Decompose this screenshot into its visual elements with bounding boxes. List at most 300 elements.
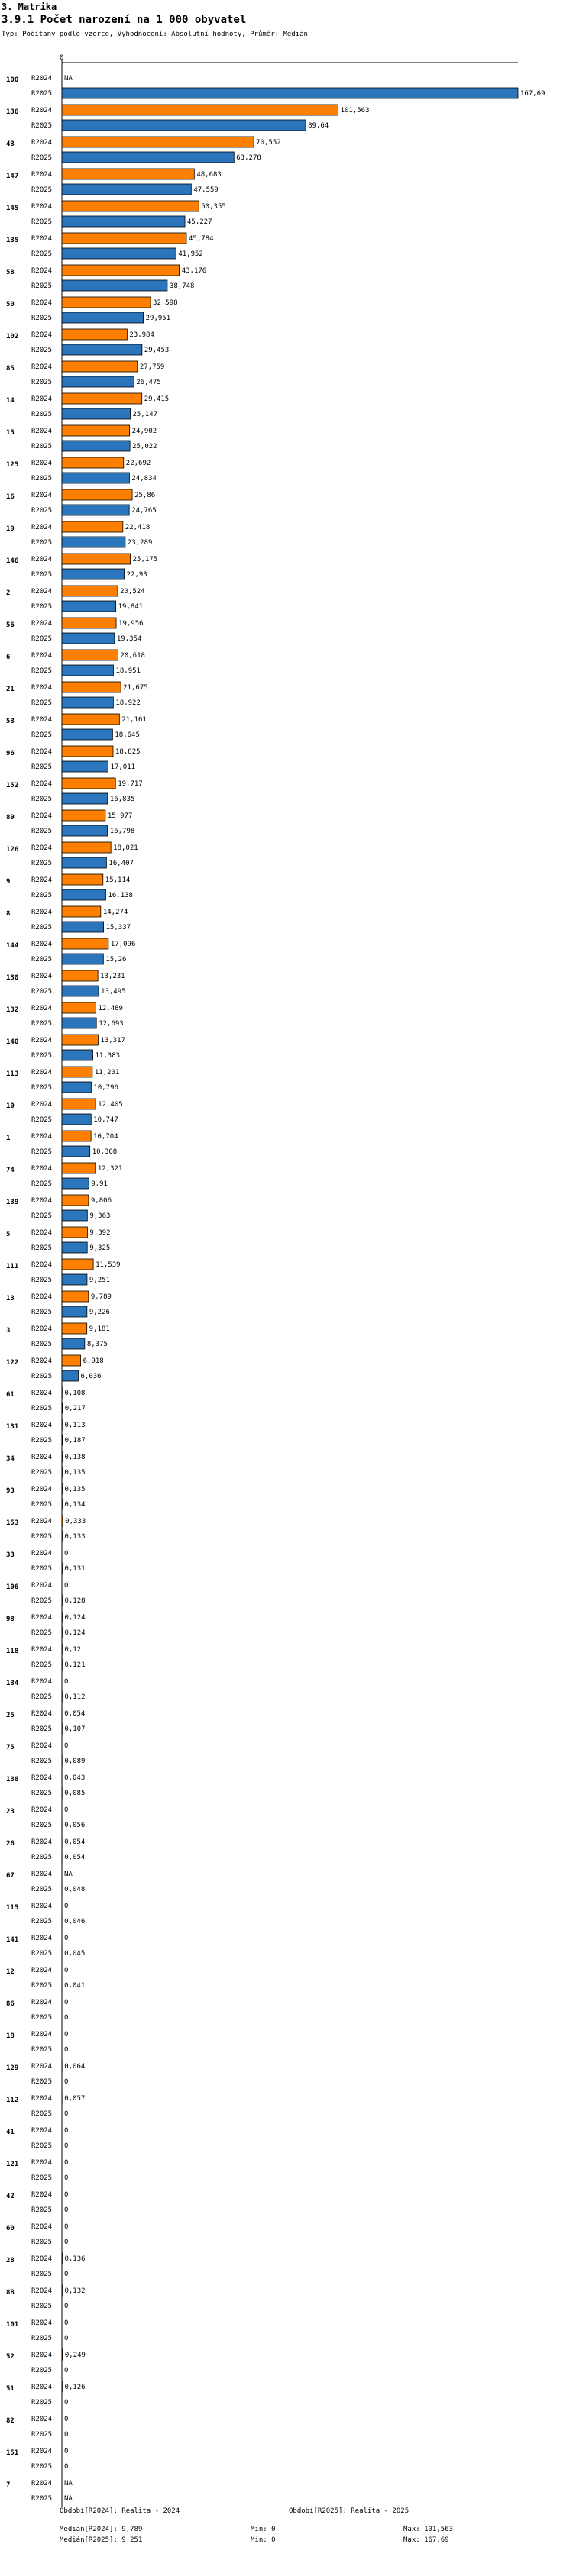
data-label: 32,598: [153, 299, 178, 307]
data-label: NA: [64, 1871, 73, 1878]
data-label: 0: [64, 2078, 69, 2086]
bar-r2025: [62, 537, 125, 547]
series-label: R2024: [31, 1069, 53, 1077]
series-label: R2024: [31, 844, 53, 852]
data-label: 21,161: [121, 716, 147, 724]
bar-r2024: [62, 938, 108, 949]
data-label: 0,045: [64, 1950, 86, 1958]
data-label: 45,227: [187, 218, 212, 226]
footer-median-2024: Medián[R2024]: 9,789: [60, 2526, 143, 2533]
bar-r2024: [62, 746, 113, 757]
series-label: R2025: [31, 892, 53, 899]
bar-r2024: [62, 297, 151, 308]
bar-r2025: [62, 248, 176, 259]
data-label: 23,289: [127, 539, 153, 547]
series-label: R2025: [31, 2463, 53, 2471]
data-label: 0: [64, 1903, 69, 1910]
bar-r2025: [62, 1210, 87, 1221]
series-label: R2024: [31, 1710, 53, 1718]
bar-r2025: [62, 1338, 85, 1349]
category-label: 100: [6, 76, 19, 84]
bar-r2024: [62, 1355, 81, 1366]
data-label: 15,977: [107, 812, 133, 820]
series-label: R2024: [31, 1357, 53, 1365]
category-label: 60: [6, 2225, 15, 2232]
data-label: 10,747: [93, 1116, 118, 1124]
data-label: 15,26: [105, 956, 127, 964]
series-label: R2025: [31, 1341, 53, 1348]
series-label: R2024: [31, 1037, 53, 1044]
bar-r2025: [62, 1242, 87, 1253]
data-label: 0: [64, 2110, 69, 2118]
series-label: R2024: [31, 780, 53, 788]
category-label: 126: [6, 846, 19, 854]
category-label: 98: [6, 1616, 15, 1623]
data-label: 22,93: [126, 571, 147, 579]
category-label: 96: [6, 750, 15, 757]
bar-r2024: [62, 778, 115, 789]
series-label: R2025: [31, 347, 53, 354]
data-label: 45,784: [188, 235, 214, 243]
category-label: 144: [6, 942, 19, 950]
category-label: 74: [6, 1167, 15, 1174]
bar-r2025: [62, 120, 306, 131]
data-label: 21,675: [123, 684, 148, 692]
series-label: R2025: [31, 2014, 53, 2022]
data-label: 0: [64, 2399, 69, 2407]
data-label: 11,383: [95, 1052, 121, 1060]
data-label: 9,325: [89, 1244, 111, 1252]
data-label: 29,415: [144, 395, 170, 403]
series-label: R2024: [31, 2480, 53, 2487]
series-label: R2025: [31, 90, 53, 98]
category-label: 102: [6, 333, 19, 341]
data-label: 19,717: [118, 780, 143, 788]
series-label: R2025: [31, 1020, 53, 1028]
series-label: R2024: [31, 1550, 53, 1558]
series-label: R2024: [31, 941, 53, 948]
series-label: R2024: [31, 1838, 53, 1846]
series-label: R2024: [31, 556, 53, 563]
bar-r2025: [62, 1178, 89, 1189]
data-label: 19,354: [116, 635, 142, 643]
data-label: 18,021: [113, 844, 138, 852]
data-label: 25,86: [134, 492, 156, 499]
data-label: 0,132: [64, 2287, 86, 2295]
category-label: 132: [6, 1006, 19, 1014]
series-label: R2024: [31, 1325, 53, 1333]
data-label: 0: [64, 2014, 69, 2022]
series-label: R2024: [31, 1390, 53, 1397]
series-label: R2025: [31, 250, 53, 258]
category-label: 140: [6, 1038, 19, 1046]
series-label: R2024: [31, 812, 53, 820]
series-label: R2025: [31, 315, 53, 322]
category-label: 122: [6, 1359, 19, 1367]
series-label: R2025: [31, 2399, 53, 2407]
data-label: 0,124: [64, 1629, 86, 1637]
data-label: 0: [64, 2416, 69, 2423]
data-label: 9,91: [91, 1180, 108, 1188]
data-label: 0: [64, 2223, 69, 2231]
category-label: 61: [6, 1391, 15, 1399]
category-label: 26: [6, 1840, 15, 1848]
category-label: 121: [6, 2161, 19, 2168]
bar-r2024: [62, 1131, 91, 1141]
series-label: R2024: [31, 1486, 53, 1493]
category-label: 7: [6, 2481, 11, 2489]
series-label: R2025: [31, 2174, 53, 2182]
bar-r2025: [62, 1146, 90, 1157]
category-label: 125: [6, 461, 19, 469]
series-label: R2025: [31, 411, 53, 418]
data-label: 20,618: [120, 652, 145, 660]
category-label: 25: [6, 1712, 15, 1719]
series-label: R2025: [31, 1918, 53, 1926]
data-label: 0,333: [65, 1518, 86, 1525]
series-label: R2025: [31, 218, 53, 226]
bar-r2025: [62, 184, 191, 195]
category-label: 145: [6, 205, 19, 212]
bar-r2025: [62, 761, 108, 772]
series-label: R2025: [31, 2078, 53, 2086]
data-label: 101,563: [340, 107, 370, 115]
footer-period-2025: Období[R2025]: Realita - 2025: [289, 2507, 410, 2515]
category-label: 147: [6, 173, 19, 180]
data-label: 0: [64, 1678, 69, 1686]
series-label: R2025: [31, 2431, 53, 2439]
data-label: 0: [64, 2335, 69, 2342]
bar-r2025: [62, 1306, 87, 1317]
category-label: 12: [6, 1968, 15, 1976]
bar-r2024: [62, 1516, 63, 1526]
bar-r2024: [62, 1291, 89, 1302]
data-label: 38,748: [169, 282, 195, 290]
category-label: 75: [6, 1744, 15, 1751]
data-label: 11,201: [94, 1069, 120, 1077]
series-label: R2024: [31, 1774, 53, 1782]
category-label: 14: [6, 397, 15, 405]
series-label: R2025: [31, 379, 53, 386]
bar-r2025: [62, 1018, 96, 1028]
data-label: 0,134: [64, 1501, 86, 1509]
data-label: 50,355: [201, 203, 226, 211]
series-label: R2025: [31, 2239, 53, 2246]
bar-r2024: [62, 425, 130, 436]
data-label: 0: [64, 1999, 69, 2006]
bar-r2025: [62, 922, 104, 932]
series-label: R2024: [31, 460, 53, 467]
series-label: R2024: [31, 171, 53, 179]
data-label: 89,64: [308, 122, 329, 130]
data-label: 24,765: [131, 507, 157, 515]
bar-r2024: [62, 521, 123, 532]
chart-title: 3.9.1 Počet narození na 1 000 obyvatel: [2, 14, 247, 26]
series-label: R2024: [31, 2255, 53, 2263]
category-label: 113: [6, 1070, 19, 1078]
data-label: 0: [64, 1967, 69, 1974]
series-label: R2024: [31, 1229, 53, 1237]
series-label: R2024: [31, 2448, 53, 2455]
category-label: 139: [6, 1199, 19, 1206]
series-label: R2024: [31, 620, 53, 628]
data-label: 0,054: [64, 1838, 86, 1846]
series-label: R2024: [31, 748, 53, 756]
category-label: 129: [6, 2064, 19, 2072]
footer-max-2024: Max: 101,563: [403, 2526, 454, 2533]
data-label: 63,278: [236, 154, 261, 162]
series-label: R2025: [31, 1854, 53, 1861]
category-label: 89: [6, 814, 15, 822]
data-label: 0,107: [64, 1725, 86, 1733]
series-label: R2025: [31, 828, 53, 835]
series-label: R2025: [31, 956, 53, 964]
series-label: R2024: [31, 2095, 53, 2103]
category-label: 93: [6, 1487, 15, 1495]
series-label: R2024: [31, 1165, 53, 1173]
category-label: 86: [6, 2000, 15, 2008]
series-label: R2025: [31, 2335, 53, 2342]
data-label: 9,392: [89, 1229, 111, 1237]
data-label: 6,918: [83, 1357, 104, 1365]
x-axis-tick-label: 0: [60, 54, 64, 62]
category-label: 8: [6, 910, 11, 918]
category-label: 19: [6, 525, 15, 533]
category-label: 136: [6, 108, 19, 116]
series-label: R2024: [31, 2063, 53, 2071]
series-label: R2025: [31, 1180, 53, 1188]
category-label: 135: [6, 237, 19, 244]
data-label: 6,036: [80, 1373, 102, 1380]
series-label: R2025: [31, 571, 53, 579]
bar-r2025: [62, 633, 115, 644]
data-label: 22,692: [125, 460, 151, 467]
data-label: 0: [64, 2303, 69, 2310]
category-label: 6: [6, 654, 11, 661]
bar-r2025: [62, 889, 105, 900]
data-label: 25,022: [132, 443, 157, 450]
data-label: 0,135: [64, 1486, 86, 1493]
data-label: 27,759: [139, 363, 165, 371]
data-label: 0: [64, 1806, 69, 1814]
series-label: R2024: [31, 716, 53, 724]
bar-r2025: [62, 793, 108, 804]
data-label: 0: [64, 1582, 69, 1590]
data-label: 48,683: [196, 171, 222, 179]
category-label: 138: [6, 1776, 19, 1784]
series-label: R2024: [31, 2191, 53, 2199]
series-label: R2024: [31, 1101, 53, 1109]
category-label: 2: [6, 589, 11, 597]
series-label: R2024: [31, 331, 53, 339]
data-label: 14,274: [102, 909, 128, 916]
series-label: R2025: [31, 2206, 53, 2214]
series-label: R2025: [31, 154, 53, 162]
bar-r2025: [62, 376, 134, 387]
data-label: 9,363: [89, 1212, 111, 1220]
data-label: 0,126: [64, 2384, 86, 2391]
bar-r2025: [62, 1435, 63, 1445]
data-label: 0: [64, 1742, 69, 1750]
series-label: R2025: [31, 603, 53, 611]
series-label: R2024: [31, 2127, 53, 2135]
series-label: R2025: [31, 1469, 53, 1477]
series-label: R2025: [31, 763, 53, 771]
series-label: R2025: [31, 1309, 53, 1316]
data-label: 0: [64, 2174, 69, 2182]
category-label: 141: [6, 1936, 19, 1944]
data-label: 0: [64, 1935, 69, 1942]
data-label: 0: [64, 2046, 69, 2054]
data-label: 18,825: [115, 748, 141, 756]
bar-r2024: [62, 1035, 98, 1045]
bar-r2024: [62, 105, 338, 115]
category-label: 115: [6, 1904, 19, 1912]
data-label: 0,054: [64, 1854, 86, 1861]
series-label: R2024: [31, 203, 53, 211]
footer-min-2024: Min: 0: [251, 2526, 276, 2533]
data-label: 0,113: [64, 1422, 86, 1429]
data-label: 167,69: [520, 90, 545, 98]
data-label: 24,902: [131, 428, 157, 435]
series-label: R2024: [31, 107, 53, 115]
series-label: R2024: [31, 1806, 53, 1814]
bar-r2024: [62, 393, 142, 404]
series-label: R2024: [31, 1005, 53, 1012]
data-label: 0: [64, 2367, 69, 2374]
series-label: R2024: [31, 1197, 53, 1205]
category-label: 56: [6, 621, 15, 629]
series-label: R2025: [31, 1597, 53, 1605]
footer-period-2024: Období[R2024]: Realita - 2024: [60, 2507, 180, 2515]
series-label: R2025: [31, 1437, 53, 1445]
series-label: R2025: [31, 507, 53, 515]
series-label: R2025: [31, 1116, 53, 1124]
series-label: R2024: [31, 684, 53, 692]
series-label: R2025: [31, 122, 53, 130]
category-label: 43: [6, 140, 15, 148]
series-label: R2025: [31, 1533, 53, 1541]
data-label: 29,951: [145, 315, 171, 322]
data-label: 0: [64, 2206, 69, 2214]
data-label: 16,407: [108, 860, 134, 867]
series-label: R2024: [31, 1646, 53, 1654]
data-label: 29,453: [144, 347, 170, 354]
data-label: 41,952: [178, 250, 203, 258]
data-label: 0,048: [64, 1886, 86, 1893]
section-heading: 3. Matrika: [2, 2, 57, 12]
bar-r2024: [62, 265, 180, 276]
data-label: 15,114: [105, 876, 131, 884]
data-label: 16,798: [109, 828, 135, 835]
category-label: 10: [6, 1102, 15, 1110]
bar-r2025: [62, 986, 99, 996]
series-label: R2025: [31, 796, 53, 803]
series-label: R2025: [31, 1212, 53, 1220]
bar-r2024: [62, 970, 98, 981]
category-label: 118: [6, 1648, 19, 1655]
series-label: R2024: [31, 1678, 53, 1686]
series-label: R2024: [31, 395, 53, 403]
data-label: 0,124: [64, 1614, 86, 1622]
bar-r2024: [62, 714, 119, 725]
series-label: R2024: [31, 267, 53, 275]
series-label: R2025: [31, 1982, 53, 1990]
series-label: R2025: [31, 1886, 53, 1893]
bar-r2024: [62, 169, 194, 179]
data-label: 25,175: [132, 556, 158, 563]
bar-r2024: [62, 1163, 96, 1173]
category-label: 23: [6, 1808, 15, 1816]
data-label: 0,217: [64, 1405, 86, 1412]
series-label: R2024: [31, 2287, 53, 2295]
bar-r2025: [62, 857, 106, 868]
series-label: R2024: [31, 363, 53, 371]
category-label: 41: [6, 2129, 15, 2136]
data-label: 19,841: [118, 603, 144, 611]
category-label: 42: [6, 2193, 15, 2200]
data-label: 18,645: [115, 731, 140, 739]
category-label: 82: [6, 2417, 15, 2425]
series-label: R2025: [31, 1084, 53, 1092]
series-label: R2025: [31, 2303, 53, 2310]
bar-r2024: [62, 618, 116, 628]
data-label: 0: [64, 2127, 69, 2135]
data-label: 13,317: [100, 1037, 125, 1044]
series-label: R2025: [31, 1693, 53, 1701]
series-label: R2025: [31, 1501, 53, 1509]
footer-median-2025: Medián[R2025]: 9,251: [60, 2536, 143, 2544]
data-label: 70,552: [256, 139, 281, 147]
series-label: R2025: [31, 539, 53, 547]
category-label: 52: [6, 2353, 15, 2361]
series-label: R2025: [31, 1725, 53, 1733]
category-label: 101: [6, 2321, 19, 2329]
bar-r2024: [62, 1227, 87, 1238]
series-label: R2024: [31, 2319, 53, 2327]
data-label: 10,308: [92, 1148, 118, 1156]
data-label: 0,108: [64, 1390, 86, 1397]
series-label: R2025: [31, 2110, 53, 2118]
data-label: 0,121: [64, 1661, 86, 1669]
series-label: R2024: [31, 235, 53, 243]
bar-r2025: [62, 1082, 91, 1093]
data-label: 0,133: [64, 1533, 86, 1541]
category-label: 21: [6, 686, 15, 693]
category-label: 15: [6, 429, 15, 437]
bar-r2025: [62, 473, 129, 483]
series-label: R2025: [31, 475, 53, 483]
bar-r2025: [62, 569, 125, 579]
data-label: 22,418: [125, 524, 151, 531]
category-label: 153: [6, 1519, 19, 1527]
bar-r2025: [62, 280, 167, 291]
bar-r2024: [62, 1099, 96, 1109]
series-label: R2024: [31, 1742, 53, 1750]
series-label: R2024: [31, 299, 53, 307]
bar-r2025: [62, 216, 185, 227]
bar-r2024: [62, 906, 101, 917]
category-label: 3: [6, 1327, 11, 1335]
bar-r2025: [62, 1050, 93, 1060]
series-label: R2024: [31, 1967, 53, 1974]
series-label: R2025: [31, 699, 53, 707]
bar-r2025: [62, 505, 129, 515]
category-label: 18: [6, 2032, 15, 2040]
bar-r2024: [62, 1259, 93, 1270]
data-label: NA: [64, 2495, 73, 2503]
series-label: R2025: [31, 1950, 53, 1958]
